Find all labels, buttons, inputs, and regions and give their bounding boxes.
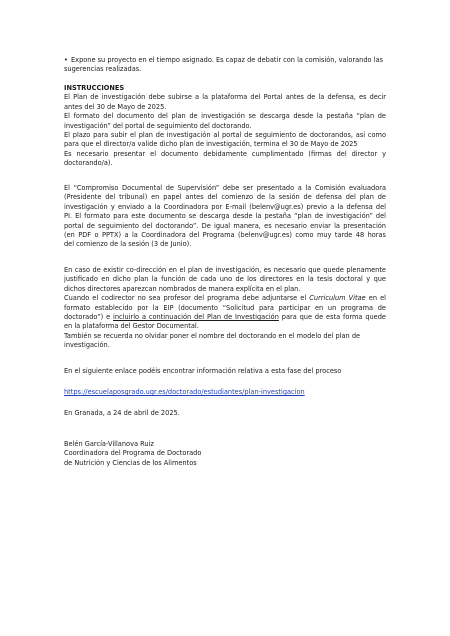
commitment-line-1: El “Compromiso Documental de Supervisión” debe ser presentado a la Comisión evaluadora (64, 184, 386, 192)
signature-block (64, 440, 386, 468)
bullet-symbol: • (64, 56, 68, 64)
co-direction-line-7: en la plataforma del Gestor Documental. (64, 322, 199, 331)
bullet-item (64, 56, 386, 75)
curriculum-vitae-text: Curriculum Vitae (309, 294, 366, 303)
instructions-heading: INSTRUCCIONES (64, 84, 125, 92)
co-direction-line-9: investigación. (64, 341, 110, 350)
co-direction-paragraph (64, 266, 386, 351)
signer-title: Coordinadora del Programa de Doctorado (64, 449, 202, 458)
signature-date: En Granada, a 24 de abril de 2025. (64, 409, 180, 417)
instructions-paragraph-4-line-2: doctorando/a). (64, 159, 113, 168)
link-intro (64, 367, 386, 376)
plan-investigacion-link[interactable]: https://escuelaposgrado.ugr.es/doctorado/estudiantes/plan-investigacion (64, 388, 305, 396)
co-direction-line-8: También se recuerda no olvidar poner el nombre del doctorando en el modelo del plan de (64, 331, 361, 340)
co-direction-line-4: Cuando el codirector no sea profesor del programa debe adjuntarse el Curriculum Vitae en el (64, 294, 386, 303)
instructions-paragraph-2-line-1: El formato del documento del plan de investigación se descarga desde la pestaña “plan de (64, 112, 386, 121)
instructions-paragraph-2-line-2: investigación” del portal de seguimiento del doctorando. (64, 121, 252, 130)
commitment-line-3: investigación y enviado a la Coordinadora por E-mail (belenv@ugr.es) previo a la defensa del (64, 202, 386, 211)
co-direction-line-6: doctorado”) e incluirlo a continuación del Plan de Investigación para que de esta forma quede (64, 313, 386, 322)
commitment-line-7: del comienzo de la sesión (3 de Junio). (64, 240, 192, 249)
co-direction-line-1: En caso de existir co-dirección en el plan de investigación, es necesario que quede plenamente (64, 266, 386, 274)
instructions-paragraph-3-line-1: El plazo para subir el plan de investigación al portal de seguimiento de doctorandos, así como (64, 131, 386, 140)
include-plan-underlined-text: incluirlo a continuación del Plan de Investigación (113, 313, 279, 322)
commitment-line-2: (Presidente del tribunal) en papel antes del comienzo de la sesión de defensa del plan de (64, 193, 386, 202)
instructions-paragraph-1-line-2: antes del 30 de Mayo de 2025. (64, 102, 167, 111)
co-direction-line-3: dichos directores aparezcan nombrados de manera explícita en el plan. (64, 284, 301, 293)
instructions-section (64, 84, 386, 169)
commitment-line-5: portal de seguimiento del doctorando”. De igual manera, es necesario enviar la presentación (64, 221, 386, 230)
instructions-paragraph-4-line-1: Es necesario presentar el documento debidamente cumplimentado (firmas del director y (64, 149, 386, 158)
signer-program: de Nutrición y Ciencias de los Alimentos (64, 458, 197, 467)
commitment-line-6: (en PDF o PPTX) a la Coordinadora del Programa (belenv@ugr.es) como muy tarde 48 horas (64, 231, 386, 240)
signer-name: Belén García-Villanova Ruiz (64, 440, 154, 448)
link-block (64, 388, 386, 397)
commitment-paragraph (64, 184, 386, 250)
bullet-text-line-1: Expone su proyecto en el tiempo asignado. Es capaz de debatir con la comisión, valorando las (71, 56, 383, 64)
link-intro-text: En el siguiente enlace podéis encontrar información relativa a esta fase del proceso (64, 367, 342, 375)
co-direction-line-2: justificado en dicho plan la función de cada uno de los directores en la tesis doctoral y que (64, 275, 386, 284)
date-block (64, 409, 386, 418)
commitment-line-4: PI. El formato para este documento se descarga desde la pestaña “plan de investigación” del (64, 212, 386, 221)
co-direction-line-5: formato establecido por la EIP (documento “Solicitud para participar en un programa de (64, 303, 386, 312)
instructions-paragraph-3-line-2: para que el director/a valide dicho plan de investigación, termina el 30 de Mayo de 2025 (64, 140, 358, 149)
instructions-paragraph-1-line-1: El Plan de investigación debe subirse a la plataforma del Portal antes de la defensa, es decir (64, 93, 386, 102)
bullet-text-line-2: sugerencias realizadas. (64, 65, 142, 74)
